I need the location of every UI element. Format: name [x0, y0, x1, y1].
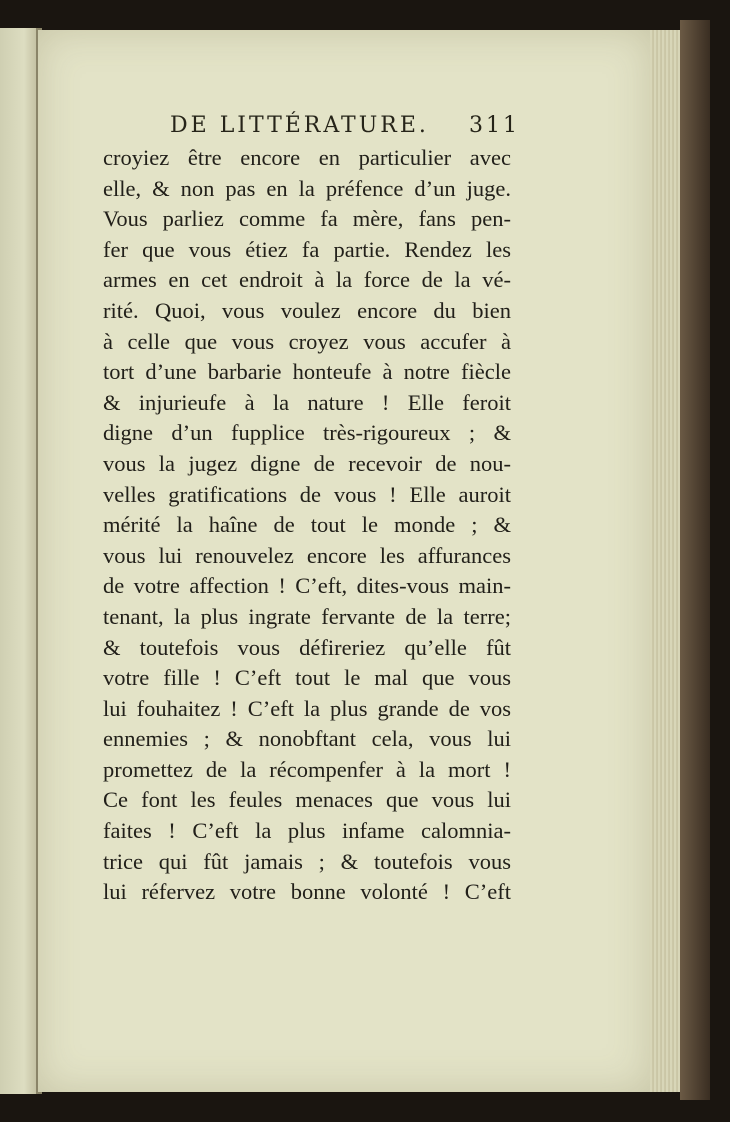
text-line: elle, & non pas en la préfence d’un juge. [103, 175, 511, 201]
text-line: rité. Quoi, vous voulez encore du bien [103, 297, 511, 323]
text-line: vous lui renouvelez encore les affurances [103, 542, 511, 568]
book-cover-edge [680, 20, 710, 1100]
page-number: 311 [469, 113, 520, 138]
text-line: vous la jugez digne de recevoir de nou- [103, 450, 511, 476]
text-line: croyiez être encore en particulier avec [103, 145, 511, 170]
text-line: lui fouhaitez ! C’eft la plus grande de vos [103, 695, 511, 721]
text-line: ennemies ; & nonobftant cela, vous lui [103, 726, 511, 752]
text-line: de votre affection ! C’eft, dites-vous main- [103, 573, 511, 599]
text-line: lui réfervez votre bonne volonté ! C’eft [103, 879, 511, 905]
text-line: faites ! C’eft la plus infame calomnia- [103, 818, 511, 844]
text-line: trice qui fût jamais ; & toutefois vous [103, 848, 511, 874]
text-line: tort d’une barbarie honteufe à notre fiècle [103, 359, 511, 385]
text-line: armes en cet endroit à la force de la vé- [103, 267, 511, 293]
text-line: velles gratifications de vous ! Elle auroit [103, 481, 511, 507]
previous-page-edge [0, 28, 40, 1094]
text-line: fer que vous étiez fa partie. Rendez les [103, 236, 511, 262]
text-line: Vous parliez comme fa mère, fans pen- [103, 206, 511, 232]
running-head-title: DE LITTÉRATURE. [170, 113, 429, 138]
body-text [103, 143, 511, 908]
text-line: tenant, la plus ingrate fervante de la terre; [103, 603, 511, 629]
page-fore-edge [650, 30, 680, 1092]
running-head [170, 113, 520, 138]
text-line: promettez de la récompenfer à la mort ! [103, 756, 511, 782]
text-line: mérité la haîne de tout le monde ; & [103, 512, 511, 538]
text-line: à celle que vous croyez vous accufer à [103, 328, 511, 354]
text-line: & injurieufe à la nature ! Elle feroit [103, 389, 511, 415]
text-line: digne d’un fupplice très-rigoureux ; & [103, 420, 511, 446]
text-line: votre fille ! C’eft tout le mal que vous [103, 665, 511, 691]
text-line: & toutefois vous défireriez qu’elle fût [103, 634, 511, 660]
text-line: Ce font les feules menaces que vous lui [103, 787, 511, 813]
